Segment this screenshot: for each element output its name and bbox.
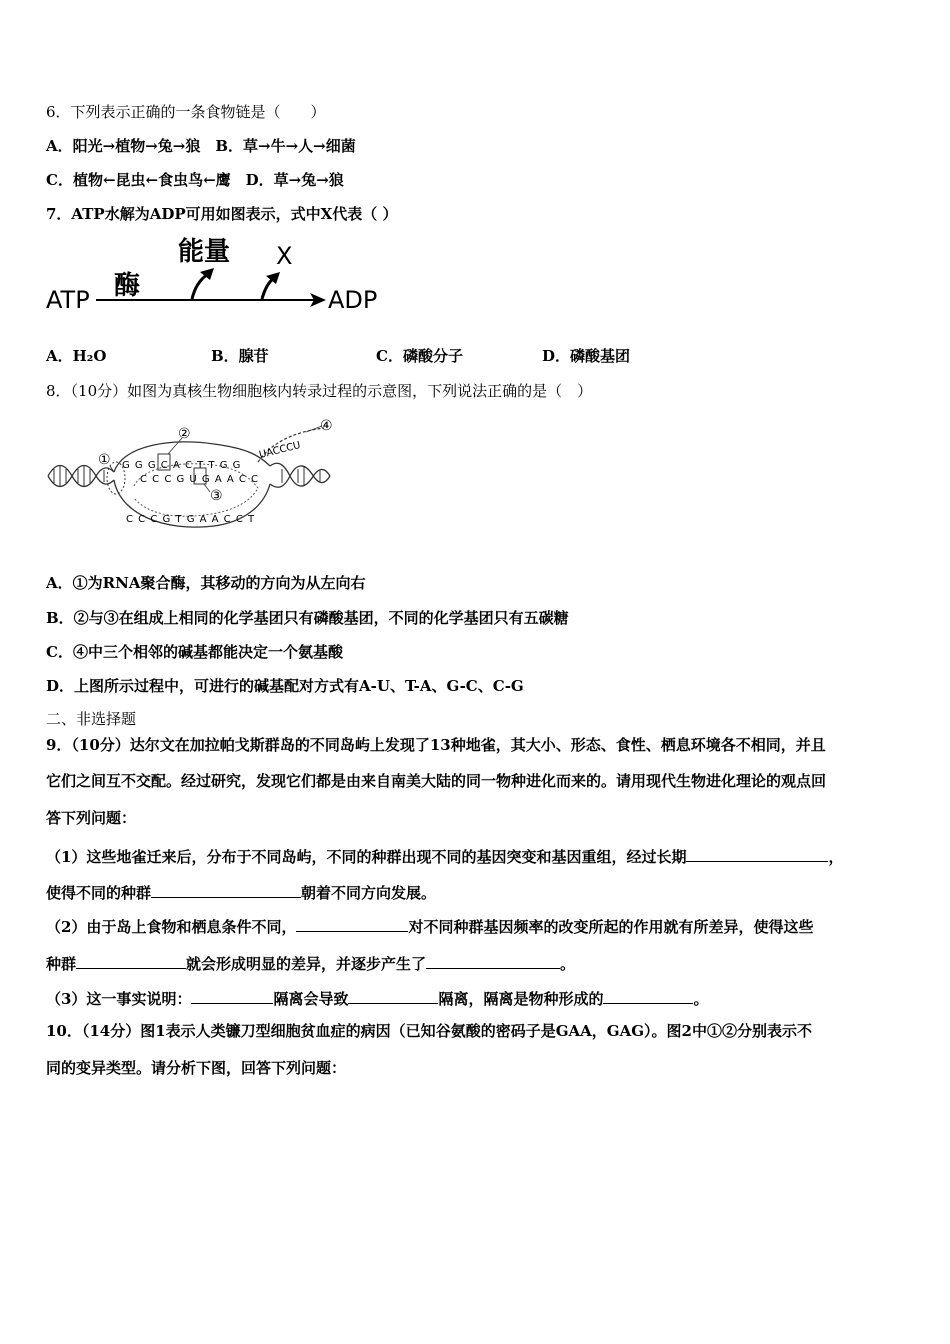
middle-strand-bases: C C C G U G A A C C [140,474,260,485]
rna-tail-bases: UACCCU [258,440,302,461]
q8-stem: 8．（10分）如图为真核生物细胞核内转录过程的示意图，下列说法正确的是（ ） [46,382,593,400]
q7-stem: 7．ATP水解为ADP可用如图表示，式中X代表（ ） [46,205,398,223]
q9-p1-text-d: 朝着不同方向发展。 [301,884,437,902]
x-release-arrow [262,278,274,299]
q7-option-b: B．腺苷 [211,347,269,365]
q8-option-b: B．②与③在组成上相同的化学基团只有磷酸基团，不同的化学基团只有五碳糖 [46,609,569,627]
q9-blank-1[interactable] [686,845,828,862]
q9-p1-text-a: （1）这些地雀迁来后，分布于不同岛屿，不同的种群出现不同的基因突变和基因重组，经过长期 [46,848,687,866]
q9-p1-text-c: 使得不同的种群 [46,884,152,902]
marker-1: ① [98,452,111,468]
q9-part-1-line-1 [46,845,843,867]
q9-p2-text-b: 对不同种群基因频率的改变所起的作用就有所差异，使得这些 [408,918,814,936]
q9-line-1: 9．（10分）达尔文在加拉帕戈斯群岛的不同岛屿上发现了13种地雀，其大小、形态、食性、栖息环境各不相同，并且 [46,736,826,754]
q9-part-2-line-1 [46,915,813,937]
q9-line-2: 它们之间互不交配。经过研究，发现它们都是由来自南美大陆的同一物种进化而来的。请用现代生物进化理论的观点回 [46,772,827,790]
section-heading: 二、非选择题 [46,710,137,728]
bottom-strand-bases: C C C G T G A A C C T [126,514,256,525]
q7-option-a: A．H₂O [46,347,107,365]
q6-options-ab: A．阳光→植物→兔→狼 B．草→牛→人→细菌 [46,137,356,155]
q7-option-c: C．磷酸分子 [376,347,463,365]
q9-p2-text-a: （2）由于岛上食物和栖息条件不同， [46,918,297,936]
q9-part-1-line-2 [46,881,436,903]
q9-p3-text-c: 隔离，隔离是物种形成的 [438,990,604,1008]
atp-hydrolysis-diagram [44,232,384,322]
q9-blank-6[interactable] [191,987,273,1004]
q9-blank-7[interactable] [348,987,438,1004]
q9-blank-5[interactable] [426,952,560,969]
right-helix-rungs [282,467,320,485]
q8-option-d: D．上图所示过程中，可进行的碱基配对方式有A-U、T-A、G-C、C-G [46,677,524,695]
q9-p2-text-e: 。 [560,955,576,973]
x-label: X [276,242,293,270]
q7-option-d: D．磷酸基团 [542,347,631,365]
q6-stem: 6．下列表示正确的一条食物链是（ ） [46,103,326,121]
q10-line-1: 10．（14分）图1表示人类镰刀型细胞贫血症的病因（已知谷氨酸的密码子是GAA，GAG）。图2中①②分别表示不 [46,1022,812,1040]
top-strand-bases: G G G C A C T T G G [122,460,242,471]
q9-blank-2[interactable] [151,881,301,898]
q9-p2-text-d: 就会形成明显的差异，并逐步产生了 [186,955,427,973]
q8-option-c: C．④中三个相邻的碱基都能决定一个氨基酸 [46,643,343,661]
q9-p2-text-c: 种群 [46,955,77,973]
energy-label: 能量 [178,237,231,267]
q9-part-2-line-2 [46,952,575,974]
q9-part-3 [46,987,709,1009]
q9-line-3: 答下列问题： [46,809,137,827]
q9-blank-3[interactable] [296,915,408,932]
q8-option-a: A．①为RNA聚合酶，其移动的方向为从左向右 [46,574,366,592]
q9-blank-4[interactable] [76,952,186,969]
q6-options-cd: C．植物←昆虫←食虫鸟←鹰 D．草→兔→狼 [46,171,344,189]
marker-3: ③ [210,488,223,504]
transcription-diagram [44,414,344,544]
q9-blank-8[interactable] [603,987,693,1004]
q9-p3-text-b: 隔离会导致 [273,990,349,1008]
marker-2: ② [178,426,191,442]
q9-p3-text-a: （3）这一事实说明： [46,990,192,1008]
marker-4: ④ [320,418,333,434]
q9-p3-text-d: 。 [693,990,709,1008]
adp-label: ADP [328,286,378,314]
enzyme-label: 酶 [114,271,141,301]
bubble-inner-strand [134,464,258,517]
energy-release-arrow [192,274,208,299]
atp-label: ATP [46,286,90,314]
q9-p1-text-b: ， [828,848,844,866]
q10-line-2: 同的变异类型。请分析下图，回答下列问题： [46,1059,347,1077]
